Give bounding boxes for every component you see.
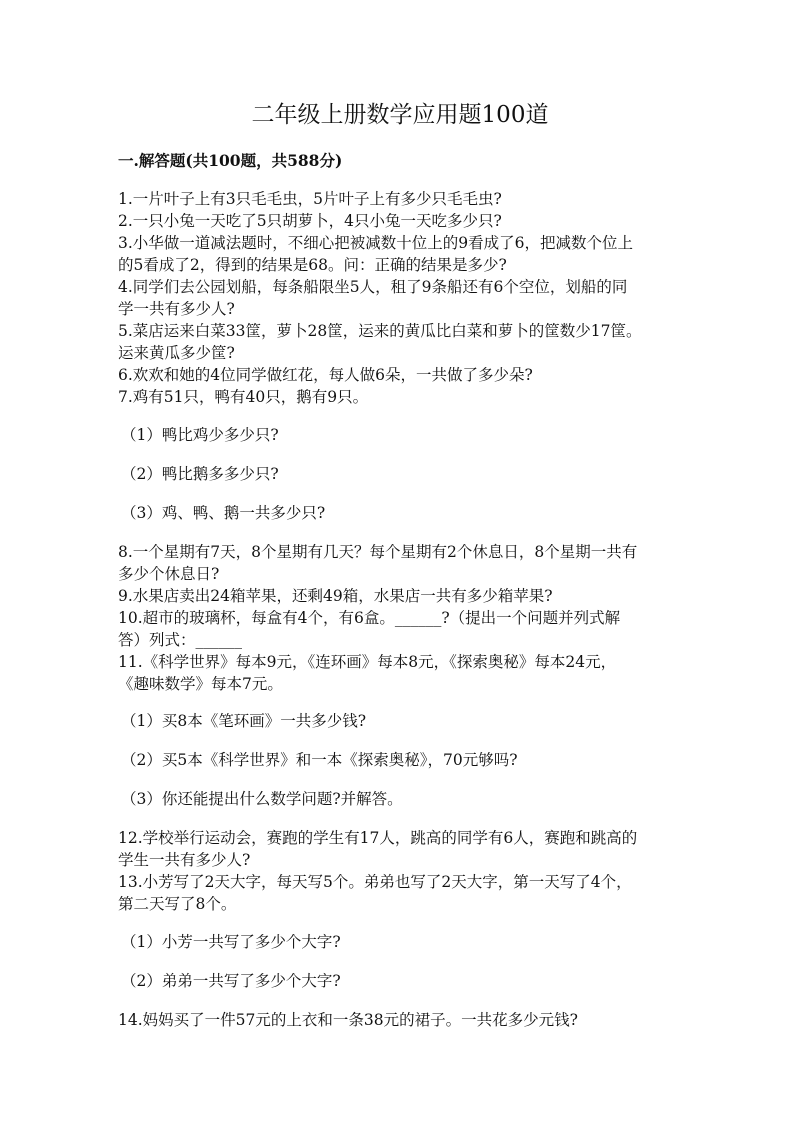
- section-heading: 一.解答题(共100题，共588分): [118, 151, 343, 170]
- question-line: 11.《科学世界》每本9元，《连环画》每本8元，《探索奥秘》每本24元，: [118, 653, 617, 671]
- question-line: 12.学校举行运动会，赛跑的学生有17人，跳高的同学有6人，赛跑和跳高的: [118, 829, 638, 847]
- question-line: 9.水果店卖出24箱苹果，还剩49箱，水果店一共有多少箱苹果?: [118, 587, 553, 605]
- question-line: 8.一个星期有7天，8个星期有几天？每个星期有2个休息日，8个星期一共有: [118, 543, 638, 561]
- question-line: 1.一片叶子上有3只毛毛虫，5片叶子上有多少只毛毛虫?: [118, 190, 502, 208]
- sub-question-line: （2）弟弟一共写了多少个大字?: [121, 972, 341, 990]
- question-line: 6.欢欢和她的4位同学做红花，每人做6朵，一共做了多少朵?: [118, 366, 533, 384]
- sub-question-line: （2）买5本《科学世界》和一本《探索奥秘》，70元够吗?: [121, 751, 518, 769]
- question-line: 7.鸡有51只，鸭有40只，鹅有9只。: [118, 388, 369, 406]
- question-line: 的5看成了2，得到的结果是68。问：正确的结果是多少?: [118, 256, 507, 274]
- question-line: 2.一只小兔一天吃了5只胡萝卜，4只小兔一天吃多少只?: [118, 212, 502, 230]
- question-line: 4.同学们去公园划船，每条船限坐5人，租了9条船还有6个空位，划船的同: [118, 278, 628, 296]
- question-line: 第二天写了8个。: [118, 895, 237, 913]
- question-line: 答）列式：______: [118, 631, 243, 649]
- question-line: 多少个休息日?: [118, 565, 220, 583]
- question-line: 14.妈妈买了一件57元的上衣和一条38元的裙子。一共花多少元钱?: [118, 1011, 578, 1029]
- question-line: 运来黄瓜多少筐?: [118, 344, 235, 362]
- sub-question-line: （1）鸭比鸡少多少只?: [121, 426, 279, 444]
- question-line: 5.菜店运来白菜33筐，萝卜28筐，运来的黄瓜比白菜和萝卜的筐数少17筐。: [118, 322, 642, 340]
- question-line: 13.小芳写了2天大字，每天写5个。弟弟也写了2天大字，第一天写了4个，: [118, 873, 632, 891]
- question-line: 学生一共有多少人?: [118, 851, 251, 869]
- sub-question-line: （3）鸡、鸭、鹅一共多少只?: [121, 504, 326, 522]
- sub-question-line: （2）鸭比鹅多多少只?: [121, 465, 279, 483]
- sub-question-line: （1）买8本《笔环画》一共多少钱?: [121, 712, 367, 730]
- question-line: 学一共有多少人?: [118, 300, 235, 318]
- page-title: 二年级上册数学应用题100道: [251, 102, 549, 128]
- question-line: 3.小华做一道减法题时，不细心把被减数十位上的9看成了6，把减数个位上: [118, 234, 634, 252]
- sub-question-line: （3）你还能提出什么数学问题?并解答。: [121, 790, 403, 808]
- question-line: 10.超市的玻璃杯，每盒有4个，有6盒。______?（提出一个问题并列式解: [118, 609, 621, 627]
- sub-question-line: （1）小芳一共写了多少个大字?: [121, 933, 341, 951]
- question-line: 《趣味数学》每本7元。: [118, 675, 283, 693]
